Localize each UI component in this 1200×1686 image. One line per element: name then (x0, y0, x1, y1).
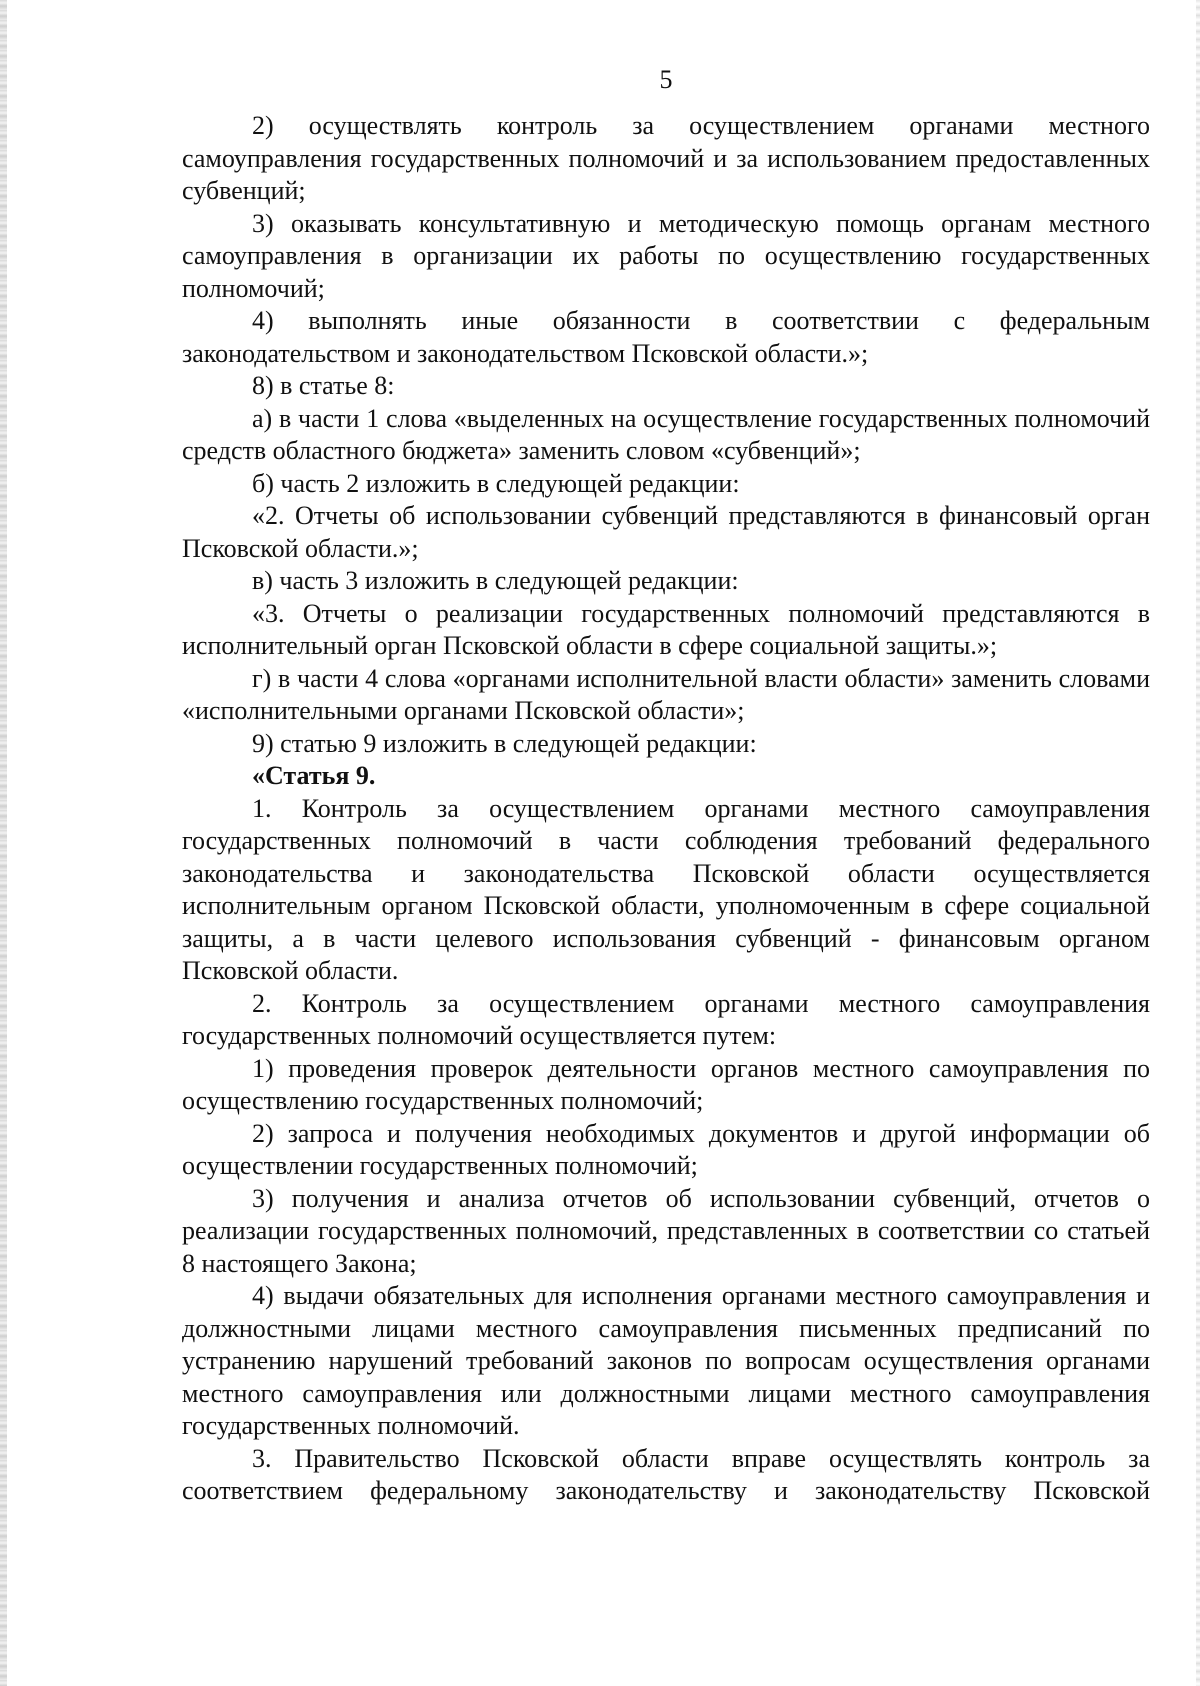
paragraph-amendment-8: 8) в статье 8: (252, 371, 395, 400)
paragraph-amendment-8v: в) часть 3 изложить в следующей редакции: (252, 566, 739, 595)
paragraph-part-3-text: «3. Отчеты о реализации государственных полномочий представляются в исполнительный орган Псковской области в сфере социальной защиты.»; (182, 598, 1150, 660)
paragraph-article-9-item-1: 1) проведения проверок деятельности органов местного самоуправления по осуществлению государственных полномочий; (182, 1053, 1150, 1115)
paragraph-article-9-part-1: 1. Контроль за осуществлением органами местного самоуправления государственных полномочий в части соблюдения требований федерального законодательства и законодательства Псковской области осуществляется исполнительным органом Псковской области, уполномоченным в сфере социальной защиты, а в части целевого использования субвенций - финансовым органом Псковской области. (182, 793, 1150, 985)
paragraph-article-9-item-4: 4) выдачи обязательных для исполнения органами местного самоуправления и должностными лицами местного самоуправления письменных предписаний по устранению нарушений требований законов по вопросам осуществления органами местного самоуправления или должностными лицами местного самоуправления государственных полномочий. (182, 1281, 1150, 1440)
paragraph-item-3-assistance: 3) оказывать консультативную и методическую помощь органам местного самоуправления в организации их работы по осуществлению государственных полномочий; (182, 208, 1150, 303)
document-body (182, 110, 1150, 1508)
paragraph-item-4-duties: 4) выполнять иные обязанности в соответствии с федеральным законодательством и законодательством Псковской области.»; (182, 306, 1150, 368)
paragraph-amendment-8g: г) в части 4 слова «органами исполнительной власти области» заменить словами «исполнительными органами Псковской области»; (182, 663, 1150, 725)
paragraph-article-9-item-3: 3) получения и анализа отчетов об использовании субвенций, отчетов о реализации государственных полномочий, представленных в соответствии со статьей 8 настоящего Закона; (182, 1183, 1150, 1278)
paragraph-article-9-part-2: 2. Контроль за осуществлением органами местного самоуправления государственных полномочий осуществляется путем: (182, 988, 1150, 1050)
paragraph-part-2-text: «2. Отчеты об использовании субвенций представляются в финансовый орган Псковской области.»; (182, 501, 1150, 563)
paragraph-amendment-8a: а) в части 1 слова «выделенных на осуществление государственных полномочий средств областного бюджета» заменить словом «субвенций»; (182, 403, 1150, 465)
paragraph-amendment-8b: б) часть 2 изложить в следующей редакции: (252, 468, 740, 498)
paragraph-amendment-9: 9) статью 9 изложить в следующей редакции: (252, 728, 757, 758)
scan-edge-right (1196, 0, 1200, 1686)
paragraph-item-2-control: 2) осуществлять контроль за осуществлением органами местного самоуправления государственных полномочий и за использованием предоставленных субвенций; (182, 111, 1150, 205)
paragraph-article-9-part-3: 3. Правительство Псковской области вправе осуществлять контроль за соответствием федеральному законодательству и законодательству Псковской (182, 1443, 1150, 1505)
page-number: 5 (659, 65, 673, 94)
paragraph-article-9-item-2: 2) запроса и получения необходимых документов и другой информации об осуществлении государственных полномочий; (182, 1118, 1150, 1180)
scan-edge-left (0, 0, 7, 1686)
article-9-heading: «Статья 9. (252, 761, 376, 790)
